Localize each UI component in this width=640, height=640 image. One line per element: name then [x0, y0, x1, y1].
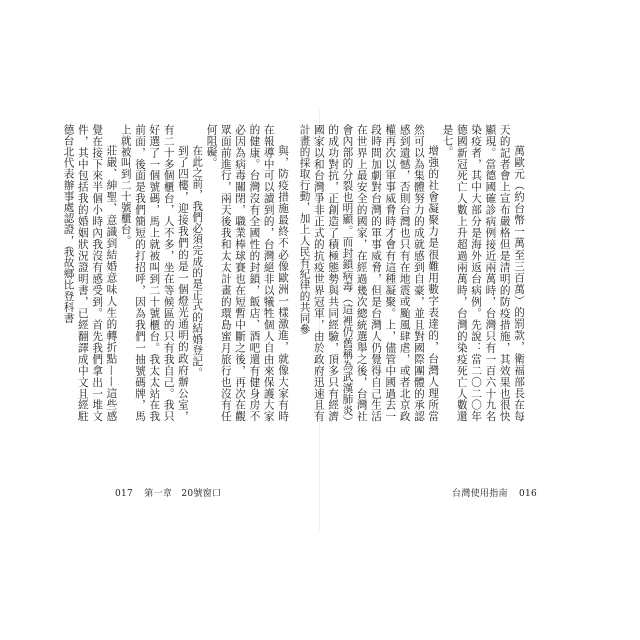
- paragraph: 在此之前，我們必須完成的是正式的結婚登記。: [191, 145, 204, 379]
- paragraph: 萬歐元（約台幣一萬至三百萬）的罰款，衛福部長在每天的記者會上宣布嚴格但是清明的防疫措施，其效果也很快顯現。當德國確診病例接近兩萬時，台灣只有一百六十九名染疫者，其中大部分是海外返台病例。先說：當二〇二〇年德國新冠死亡人數上升超過兩萬時，台灣的染疫死亡人數還是七。: [441, 124, 525, 422]
- paragraph: 增強的社會凝聚力是很難用數字表達的，台灣人理所當然可以為集體努力的成就感到自豪，並且對國際團體的承認感到遺憾，否則台灣也只有在地震或颱風肆虐，或者北京政權再次以軍事威脅時才會有這種凝聚。上，儘管中國過去一段時間加劇對台灣的軍事威脅，但是台灣人仍覺得自己生活在世界上最安全的國家，在經過幾次總統選舉之後，台灣社會內部的分裂也明顯。而封鎖病毒（這裡仍舊稱為武漢肺炎）的成功對抗，正創造了積極態勢與共同經驗，頂多只有經濟國家以和台灣爭非正式的抗疫世界冠軍，由於政府迅速且有計畫的採取行動，加上人民有紀律的共同參: [298, 124, 440, 422]
- right-page-footer: [452, 486, 537, 499]
- paragraph: 到了四樓，迎接我們的是一個燈光通明的政府辦公室，有二十多個櫃台，人不多，坐在等候區的只有我自己。我只好選了一個號碼，馬上就被叫到二十號櫃台。我太太站在我前面，後面是我們簡短的打招呼，因為我們一抽號碼牌，馬上就被叫到二十號櫃台。: [119, 124, 189, 422]
- paragraph: 與，防疫措施最終不必像歐洲一樣激進，就像大家有時在報導中可以讀到的，台灣絕非以犧牲個人自由來保護大家的健康。台灣沒有全國性的封鎖，飯店、酒吧還有健身房不必因為病毒關閉，職業棒球賽也在短暫中斷之後，再次在觀眾面前進行，兩天後我和太太計畫的環島蜜月旅行也沒有任何阻礙。: [205, 124, 289, 422]
- page-number: 017: [115, 489, 134, 499]
- left-page-text: [62, 124, 290, 422]
- chapter-title: 20號窗口: [181, 489, 222, 499]
- book-title: 台灣使用指南: [452, 489, 508, 499]
- right-page-text: [298, 124, 526, 422]
- left-page-footer: [115, 486, 221, 499]
- page-number: 016: [518, 489, 538, 499]
- paragraph: 莊嚴、紳聖、意識到結婚意味人生的轉折點——這些感覺在接下來半個小時內我沒有感受到。首先我們拿出一堆文件，其中包括我的婚姻狀況證明書，已經翻譯成中文且經駐德台北代表辦事處認證，我故鄉比登科書: [62, 124, 118, 422]
- chapter-label: 第一章: [144, 489, 173, 499]
